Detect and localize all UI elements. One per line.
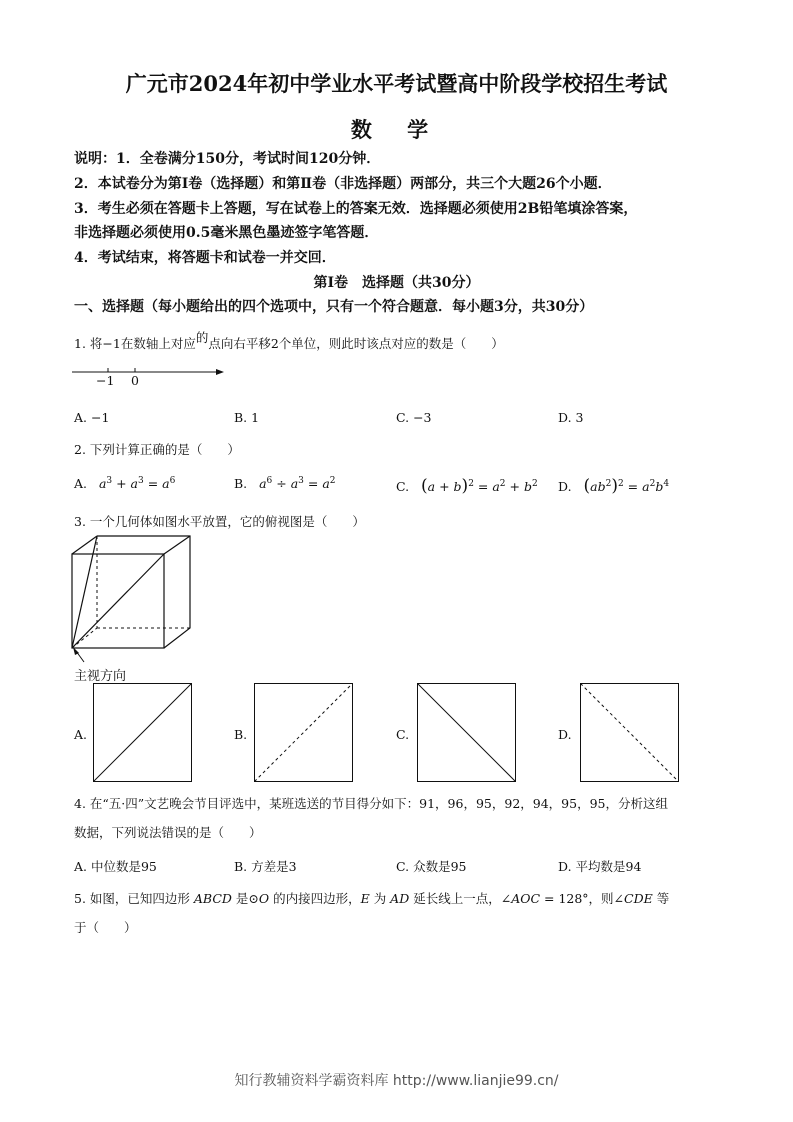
number-line-arrow: [216, 369, 224, 375]
option-c-solid-diagonal: [418, 684, 516, 782]
q3-view-label: 主视方向: [74, 669, 127, 684]
q2-option-c: C. $(a + b)^2 = a^2 + b^2$: [396, 476, 538, 496]
q1-stem-raised: 的: [195, 330, 209, 345]
axis-label-minus-one: −1: [96, 373, 115, 388]
q3-option-c-label: C.: [396, 727, 410, 742]
exam-title: 广元市2024年初中学业水平考试暨高中阶段学校招生考试: [125, 71, 668, 96]
q2-option-a: A. $a^3 + a^3 = a^6$: [74, 476, 176, 492]
q3-option-d-figure: [580, 683, 680, 783]
q1-option-c: C. −3: [396, 410, 432, 425]
q4-option-b: B. 方差是3: [234, 859, 297, 874]
q1-stem-part-a: 1. 将−1在数轴上对应: [74, 336, 196, 351]
note-line-3: 3．考生必须在答题卡上答题，写在试卷上的答案无效．选择题必须使用2B铅笔填涂答案，: [74, 201, 638, 217]
q3-option-a-figure: [93, 683, 193, 783]
note-line-1: 说明：1．全卷满分150分，考试时间120分钟．: [74, 151, 381, 167]
q1-stem: [74, 330, 504, 352]
q2-label-d: D.: [558, 479, 572, 494]
q3-option-b-figure: [254, 683, 354, 783]
q1-option-d: D. 3: [558, 410, 584, 425]
q3-option-b-label: B.: [234, 727, 248, 742]
q2-label-a: A.: [74, 476, 88, 492]
q1-option-a: A. −1: [74, 410, 110, 425]
q5-stem-line-1: 5. 如图，已知四边形 ABCD 是⊙O 的内接四边形，E 为 AD 延长线上一点，∠AOC = 128°，则∠CDE 等: [74, 891, 670, 906]
axis-label-zero: 0: [131, 373, 139, 388]
q3-option-c-figure: [417, 683, 517, 783]
part1-title: 第Ⅰ卷 选择题（共30分）: [313, 275, 480, 291]
q4-option-a: A. 中位数是95: [74, 859, 157, 874]
back-face-edges: [97, 536, 190, 648]
q3-option-d-label: D.: [558, 727, 572, 742]
option-a-solid-diagonal: [94, 684, 192, 782]
q4-option-c: C. 众数是95: [396, 859, 467, 874]
q2-label-c: C.: [396, 479, 410, 494]
q3-stem: 3. 一个几何体如图水平放置，它的俯视图是（ ）: [74, 514, 365, 529]
q4-stem-line-2: 数据，下列说法错误的是（ ）: [74, 825, 262, 840]
top-right-edge: [164, 536, 190, 554]
footer-watermark: 知行教辅资料学霸资料库 http://www.lianjie99.cn/: [234, 1073, 559, 1089]
section1-title: 一、选择题（每小题给出的四个选项中，只有一个符合题意．每小题3分，共30分）: [74, 299, 594, 315]
q2-option-b: B. $a^6 \div a^3 = a^2$: [234, 476, 336, 492]
q4-option-d: D. 平均数是94: [558, 859, 642, 874]
option-b-dashed-diagonal: [255, 684, 353, 782]
q3-option-a-label: A.: [74, 727, 88, 742]
q1-number-line: [70, 362, 230, 392]
q2-stem: 2. 下列计算正确的是（ ）: [74, 442, 240, 457]
option-d-dashed-diagonal: [581, 684, 679, 782]
q2-option-d: D. $(ab^2)^2 = a^2b^4$: [558, 476, 670, 496]
q5-stem-line-2: 于（ ）: [74, 920, 137, 935]
note-line-5: 4．考试结束，将答题卡和试卷一并交回．: [74, 250, 336, 266]
cut-line-front: [72, 554, 164, 648]
q2-label-b: B.: [234, 476, 248, 492]
q1-option-b: B. 1: [234, 410, 260, 425]
q4-stem-line-1: 4. 在“五·四”文艺晚会节目评选中，某班选送的节目得分如下：91，96，95，92，94，95，95，分析这组: [74, 796, 668, 811]
q1-stem-part-b: 点向右平移2个单位，则此时该点对应的数是（ ）: [208, 336, 504, 351]
note-line-4: 非选择题必须使用0.5毫米黑色墨迹签字笔答题．: [74, 225, 379, 241]
cut-line-side: [72, 536, 97, 648]
subject-title: 数 学: [350, 117, 443, 142]
q3-solid-figure: [70, 534, 200, 664]
note-line-2: 2．本试卷分为第Ⅰ卷（选择题）和第Ⅱ卷（非选择题）两部分，共三个大题26个小题．: [74, 176, 612, 192]
